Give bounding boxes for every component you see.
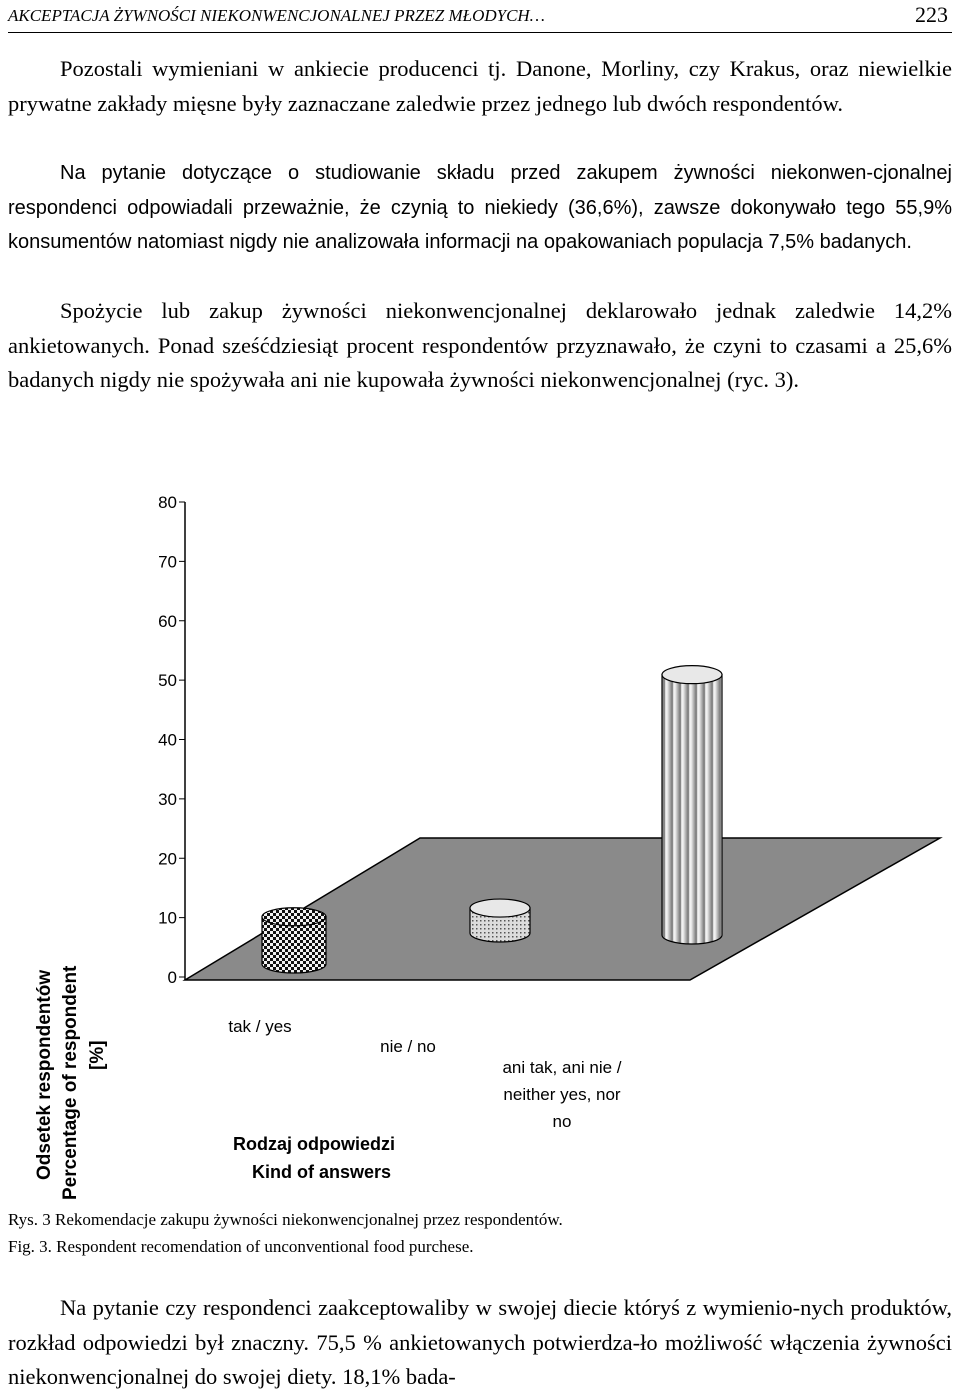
paragraph-acceptance: Na pytanie czy respondenci zaakceptowaliby w swojej diecie któryś z wymienio-nych produktów, rozkład odpowiedzi był znaczny. 75,5 % ankietowanych potwierdza-ło możliwość włączenia żywności niekonwencjonalnej do swojej diety. 18,1% bada- — [8, 1295, 952, 1389]
bar-3-top — [662, 666, 722, 684]
figure-caption-polish: Rys. 3 Rekomendacje zakupu żywności niekonwencjonalnej przez respondentów. — [8, 1210, 563, 1229]
bar-2-top — [470, 899, 530, 917]
y-tick-label: 20 — [158, 849, 177, 869]
y-tick-label: 50 — [158, 671, 177, 691]
category-label: neither yes, nor — [503, 1085, 621, 1104]
running-title: AKCEPTACJA ŻYWNOŚCI NIEKONWENCJONALNEJ PRZEZ MŁODYCH… — [8, 6, 545, 25]
category-label: nie / no — [380, 1037, 436, 1056]
bar-1-top — [262, 908, 326, 926]
paragraph-label-reading: Na pytanie dotyczące o studiowanie składu przed zakupem żywności niekonwen-cjonalnej respondenci odpowiadali przeważnie, że czynią to niekiedy (36,6%), zawsze dokonywało tego 55,9% konsumentów natomiast nigdy nie analizowała informacji na opakowaniach populacja 7,5% badanych. — [8, 162, 952, 253]
x-axis-label-line-2: Kind of answers — [252, 1162, 392, 1182]
paragraph-consumption: Spożycie lub zakup żywności niekonwencjonalnej deklarowało jednak zaledwie 14,2% ankietowanych. Ponad sześćdziesiąt procent respondentów przyznawało, że czyni to czasami a 25,6% badanych nigdy nie spożywała ani nie kupowała żywności niekonwencjonalnej (ryc. 3). — [8, 298, 952, 392]
x-axis-label-line-1: Rodzaj odpowiedzi — [233, 1134, 395, 1154]
paragraph-producers: Pozostali wymieniani w ankiecie producenci tj. Danone, Morliny, czy Krakus, oraz niewielkie prywatne zakłady mięsne były zaznaczane zaledwie przez jednego lub dwóch respondentów. — [8, 56, 952, 116]
category-labels — [228, 1017, 621, 1131]
y-axis-label-line-3: [%] — [87, 1040, 108, 1070]
y-tick-label: 10 — [158, 908, 177, 928]
y-tick-label: 30 — [158, 789, 177, 809]
figure-caption-english: Fig. 3. Respondent recomendation of unconventional food purchese. — [8, 1237, 474, 1256]
figure-3-chart — [0, 460, 960, 1200]
y-axis-label-line-2: Percentage of respondent — [60, 965, 81, 1200]
bar-1 — [262, 908, 326, 973]
category-label: no — [552, 1112, 572, 1131]
page-number: 223 — [915, 2, 948, 27]
running-header — [8, 4, 952, 33]
y-tick-label: 80 — [158, 493, 177, 512]
y-tick-label: 0 — [167, 968, 177, 987]
y-tick-label: 70 — [158, 552, 177, 572]
bar-2 — [470, 899, 530, 942]
category-label: tak / yes — [228, 1017, 292, 1036]
y-tick-label: 60 — [158, 611, 177, 631]
category-label: ani tak, ani nie / — [502, 1058, 622, 1077]
bar-3-body — [662, 675, 722, 944]
y-tick-label: 40 — [158, 730, 177, 750]
bar-3 — [662, 666, 722, 944]
y-axis-label-line-1: Odsetek respondentów — [34, 969, 55, 1180]
y-tick-labels — [158, 493, 185, 987]
